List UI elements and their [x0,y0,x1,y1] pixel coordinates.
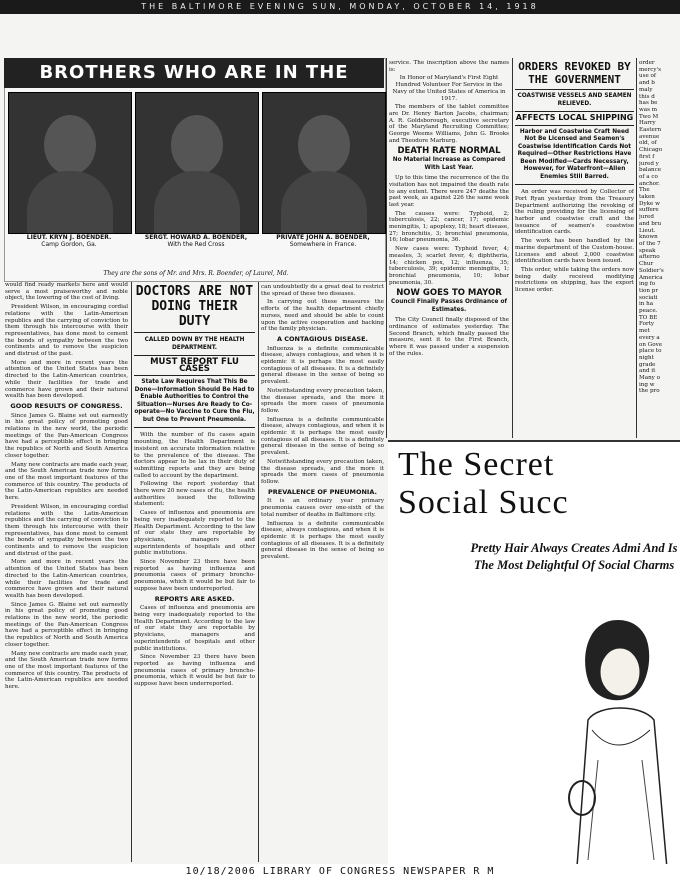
edge-fragment: of the 7 [639,240,661,247]
paragraph: Cases of influenza and pneumonia are being very inadequately reported to the Health Department. According to the law of our state they are reportable by physicians, managers and superintendents of hospitals and other public institutions. [134,605,255,652]
edge-fragment: avenue [639,133,660,140]
edge-fragment: sociati [639,294,658,301]
edge-fragment: The [639,187,650,194]
article-doctors [134,284,255,862]
mayor-deck: Council Finally Passes Ordinance of Estimates. [391,299,507,313]
column-rule [258,282,259,862]
subhead: A CONTAGIOUS DISEASE. [276,334,369,343]
doctors-deck-1: CALLED DOWN BY THE HEALTH DEPARTMENT. [134,337,255,356]
subhead: GOOD RESULTS OF CONGRESS. [10,401,123,410]
edge-fragment: mercy's [639,66,661,73]
edge-fragment: met [639,328,650,335]
microfilm-footer: 10/18/2006 LIBRARY OF CONGRESS NEWSPAPER R M [0,864,680,880]
paragraph: Cases of influenza and pneumonia are being very inadequately reported to the Health Department. According to the law of our state they are reportable by physicians, managers and superintendents of hospitals and other public institutions. [134,510,255,557]
caption-name: PRIVATE JOHN A. BOENDER, [276,234,370,241]
ad-top-rule [388,440,680,442]
doctors-headline: DOCTORS ARE NOT DOING THEIR DUTY [134,284,255,333]
edge-fragment: and b [639,80,655,87]
caption-name: SERGT. HOWARD A. BOENDER, [144,234,248,241]
article-contagion [261,284,384,862]
edge-fragment: Soldier's [639,267,664,274]
edge-fragment: Two M [639,113,659,120]
paragraph: President Wilson, in encouraging cordial relations with the Latin-American republics and the carrying of conviction to them through his intercourse with their representatives, has done most to cement the bonds of sympathy between the two continents and to remove the suspicion and distrust of the past. [5,503,128,557]
paragraph: President Wilson, in encouraging cordial relations with the Latin-American republics and the carrying of conviction to them through his intercourse with their representatives, has done most to cement the bonds of sympathy between the two continents and to remove the suspicion and distrust of the past. [5,304,128,358]
column-rule [512,58,513,438]
edge-fragment: ing fo [639,281,656,288]
edge-fragment: grade [639,361,656,368]
edge-fragment: was m [639,106,658,113]
column-rule [636,58,637,438]
orders-deck-1: COASTWISE VESSELS AND SEAMEN RELIEVED. [515,93,634,112]
edge-fragment: anchor. [639,180,660,187]
edge-fragment: maly [639,86,653,93]
paragraph: Influenza is a definite communicable disease, always contagious, and when it is epidemic it is perhaps the most easily contagious of all diseases. It is a definitely general disease in the sense of being so prevalent. [261,345,384,386]
masthead: THE BALTIMORE EVENING SUN, MONDAY, OCTOBER 14, 1918 [0,0,680,14]
doctors-deck-3: State Law Requires That This Be Done—Information Should Be Had to Enable Authorities to Control the Situation—Nurses Are Ready to Co-operate—No Vaccine to Cure the Flu, but One to Prevent Pneumonia. [134,379,255,428]
caption-howard [133,234,259,248]
woman-illustration [558,600,680,880]
edge-fragment: Lieut. [639,227,656,234]
edge-fragment: suffere [639,207,659,214]
edge-fragment: known [639,234,658,241]
subhead: PREVALENCE OF PNEUMONIA. [268,487,377,496]
edge-fragment: Many o [639,375,660,382]
paragraph: In Honor of Maryland's First Eight Hundred Volunteer For Service in the Navy of the United States of America in 1917. [392,75,506,102]
paragraph: The work has been handled by the marine department of the Custom-house. Licenses and about 2,000 coastwise identification cards have been issued. [515,238,634,265]
orders-deck-3: Harbor and Coastwise Craft Need Not Be Licensed and Seamen's Coastwise Identification Cards Not Required—Other Restrictions Have Been Modified—Cards Necessary, However, for Waterfront—Alien Enemies Still Barred. [515,129,634,186]
edge-fragment: place to [639,348,662,355]
orders-deck-2: AFFECTS LOCAL SHIPPING [515,115,634,126]
caption-detail: Camp Gordon, Ga. [41,241,97,248]
edge-fragment: every a [639,334,660,341]
edge-fragment: Harry [639,120,656,127]
ad-title-line-2: Social Succ [398,484,569,521]
subhead: REPORTS ARE ASKED. [154,594,235,603]
photo-sons-line: They are the sons of Mr. and Mrs. R. Boender, of Laurel, Md. [103,270,289,277]
paragraph: It is an ordinary year primary pneumonia causes over one-sixth of the total number of deaths in Baltimore city. [261,498,384,518]
paragraph: Since James G. Blaine set out earnestly in his great policy of promoting good relations in the new world, the periodic meetings of the Pan-American Congress have had a perceptible effect in bringing the republics of North and South America closer together. [5,601,128,648]
edge-fragment: use of [639,73,656,80]
death-rate-headline: DEATH RATE NORMAL [397,146,501,157]
paragraph: Notwithstanding every precaution taken, the disease spreads, and the more it spreads the more cases of pneumonia follow. [261,387,384,414]
edge-fragment: on Gove [639,341,663,348]
portrait-howard [135,92,259,234]
paragraph: With the number of flu cases again mounting, the Health Department is insistent on accurate information relative to the prevalence of the disease. The doctors appear to be lax in their duty of submitting reports and they are being called to account by the department. [134,432,255,479]
paragraph: In carrying out these measures the efforts of the health department chiefly nurses, need and should be able to count upon the active cooperation and backing of the family physician. [261,299,384,333]
paragraph: Since November 23 there have been reported as having influenza and pneumonia cases of primary broncho-pneumonia, which it would be but fair to suppose have been underreported. [134,559,255,592]
article-tablet-death-rate [389,60,509,438]
edge-fragment: jured y [639,160,659,167]
paragraph: Since November 23 there have been reported as having influenza and pneumonia cases of primary broncho-pneumonia, which it would be but fair to suppose have been underreported. [134,654,255,688]
edge-fragment: first f [639,153,655,160]
hand-mirror-illustration [568,780,596,816]
paragraph: Influenza is a definite communicable disease, always contagious, and when it is epidemic it is perhaps the most easily contagious of all diseases. It is a definitely general disease in the sense of being so prevalent. [261,416,384,457]
edge-fragment: Forty [639,321,655,328]
edge-fragment: balance [639,167,662,174]
paragraph: Influenza is a definite communicable disease, always contagious, and when it is epidemic it is perhaps the most easily contagious of all diseases. It is a definitely general disease in the sense of being so prevalent. [261,520,384,561]
edge-fragment: and it [639,368,656,375]
ad-title-line-1: The Secret [398,446,555,483]
caption-detail: With the Red Cross [167,241,225,248]
death-rate-deck: No Material Increase as Compared With Last Year. [392,157,506,171]
paragraph: can undoubtedly do a great deal to restrict the spread of these two diseases. [261,284,384,297]
edge-fragment: taken [639,194,655,201]
photo-banner: BROTHERS WHO ARE IN THE [4,58,384,88]
edge-fragment: in ha [639,301,654,308]
paragraph: This order, while taking the orders now being daily received modifying restrictions on shipping, has the export license order. [515,266,634,294]
edge-fragment: has be [639,100,658,107]
edge-fragment: old, of [639,140,657,147]
edge-fragment: America [639,274,663,281]
paragraph: Up to this time the recurrence of the flu visitation has not impaired the death rate to any extent. There were 247 deaths the past week, as against 226 the same week last year. [389,175,509,208]
paragraph: An order was received by Collector of Port Ryan yesterday from the Treasury Department authorizing the revoking of the ruling providing for the licensing of harbor and coastwise craft and the issuance of seamen's coastwise identification cards. [515,189,634,236]
caption-detail: Somewhere in France. [289,241,357,248]
paragraph: More and more in recent years the attention of the United States has been directed to the Latin-American countries, while their facilities for trade and commerce have grown and their natural wealth has been developed. [5,559,128,599]
mayor-headline: NOW GOES TO MAYOR [396,288,502,299]
paragraph: Many new contracts are made each year, and the South American trade now forms one of the most important features of the commerce of this country. The products of the Latin-American republics are needed here. [5,650,128,691]
edge-fragment: TO BE [639,314,658,321]
paragraph: New cases were: Typhoid fever, 4; measles, 3; scarlet fever, 4; diphtheria, 14; chicken pox, 12; influenza, 35; tuberculosis, 39; epidemic meningitis, 1; bronchial pneumonia, 10; lobar pneumonia, 30. [389,246,509,286]
edge-fragment: order [639,60,655,66]
paragraph: Notwithstanding every precaution taken, the disease spreads, and the more it spreads the more cases of pneumonia follow. [261,458,384,485]
edge-fragment: peace. [639,308,658,315]
article-latin-america [5,282,128,862]
edge-fragment: ing w [639,381,655,388]
paragraph: Following the report yesterday that there were 20 new cases of flu, the health authorities issued the following statement: [134,481,255,508]
edge-fragment: Eastern [639,127,662,134]
edge-fragment: Dyke w [639,200,660,207]
portrait-john [262,92,386,234]
paragraph: More and more in recent years the attention of the United States has been directed to the Latin-American countries, while their facilities for trade and commerce have grown and their natural wealth has been developed. [5,359,128,400]
paragraph: Many new contracts are made each year, and the South American trade now forms one of the most important features of the commerce of this country. The products of the Latin-American republics are needed here. [5,461,128,502]
paragraph: Since James G. Blaine set out earnestly in his great policy of promoting good relations in the new world, the periodic meetings of the Pan-American Congress have had a perceptible effect in bringing the republics of North and South America closer together. [5,412,128,459]
edge-fragment: and bru [639,220,662,227]
column-rule [131,282,132,862]
edge-fragment: afterno [639,254,660,261]
article-orders-revoked [515,60,634,438]
column-rule [386,58,387,438]
edge-fragment: speak [639,247,656,254]
orders-headline: ORDERS REVOKED BY THE GOVERNMENT [515,60,634,90]
paragraph: would find ready markets here and would serve a most praiseworthy and noble object, the lowering of the cost of living. [5,282,128,302]
doctors-deck-2: MUST REPORT FLU CASES [134,359,255,376]
edge-column-fragments [639,60,680,438]
paragraph: The members of the tablet committee are Dr. Henry Barton Jacobs, chairman; A. R. Goldsborough, executive secretary of the Maryland Recruiting Committee; George Weems Williams, John G. Brooks and Theodore Marburg. [389,104,509,144]
caption-name: LIEUT. KRYN J. BOENDER. [26,234,112,241]
edge-fragment: Chur [639,261,654,268]
paragraph: The causes were: Typhoid, 2; tuberculosis, 22; cancer, 17; epidemic meningitis, 1; apoplexy, 18; heart disease, 27; bronchitis, 3; bronchial pneumonia, 16; lobar pneumonia, 36. [389,210,509,244]
edge-fragment: this d [639,93,655,100]
paragraph: The City Council finally disposed of the ordinance of estimates yesterday. The Second Branch, which finally passed the measure, sent it to the First Branch, where it was passed under a suspension of the rules. [389,317,509,357]
edge-fragment: of a co [639,173,658,180]
edge-fragment: tion pr [639,287,659,294]
paragraph: service. The inscription above the names is: [389,60,509,73]
portrait-kryn [8,92,132,234]
edge-fragment: the pro [639,388,660,395]
caption-kryn [6,234,132,248]
edge-fragment: night [639,354,654,361]
caption-john [260,234,386,248]
edge-fragment: jured [639,214,654,221]
advertisement [388,440,680,880]
edge-fragment: Chicago [639,147,663,154]
ad-tagline: Pretty Hair Always Creates Admi And Is The Most Delightful Of Social Charms [470,541,678,572]
